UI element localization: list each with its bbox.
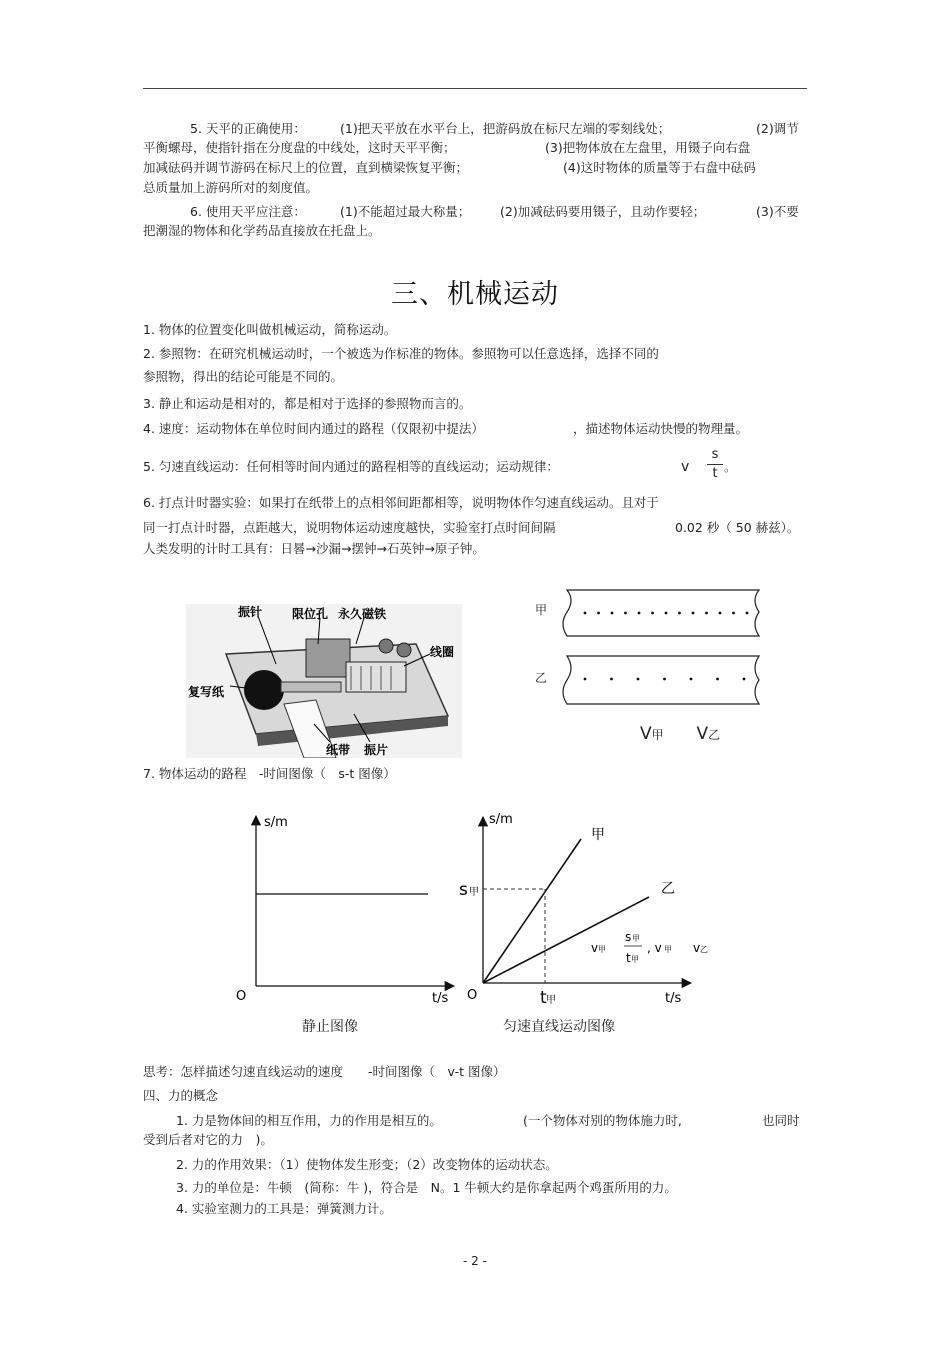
item6-line1a: 6. 使用天平应注意： xyxy=(190,204,306,219)
tape-jia-dot xyxy=(705,612,708,615)
fraction-denominator: t xyxy=(712,466,718,481)
tape-yi-dot xyxy=(663,678,666,681)
tape-jia-dot xyxy=(678,612,681,615)
label-reed: 振片 xyxy=(364,743,389,757)
tape-yi-dot xyxy=(584,678,587,681)
motion-p5-v: v xyxy=(681,459,690,475)
g2-label-yi: 乙 xyxy=(661,881,675,897)
motion-p6-line1: 6. 打点计时器实验：如果打在纸带上的点相邻间距都相等，说明物体作匀速直线运动。且对于 xyxy=(143,495,659,510)
motion-p6-line2a: 同一打点计时器，点距越大，说明物体运动速度越快，实验室打点时间间隔 xyxy=(143,520,556,535)
item6-line1b: (1)不能超过最大称量； xyxy=(340,204,471,219)
item5-line4: 总质量加上游码所对的刻度值。 xyxy=(143,180,319,195)
coil xyxy=(346,662,406,692)
g2-formula-cmp-v2: v xyxy=(693,941,701,955)
tape-jia-dot xyxy=(624,612,627,615)
tape-yi-dot xyxy=(743,678,746,681)
force-p4: 4. 实验室测力的工具是：弹簧测力计。 xyxy=(176,1201,392,1216)
force-p1-line2: 受到后者对它的力 )。 xyxy=(143,1132,273,1147)
g2-t-sub: 甲 xyxy=(546,995,556,1006)
think-question: 思考：怎样描述匀速直线运动的速度 -时间图像（ v-t 图像） xyxy=(143,1064,506,1079)
section-title-mechanical-motion: 三、机械运动 xyxy=(391,279,559,310)
tape-jia-dot xyxy=(651,612,654,615)
g2-ylabel: s/m xyxy=(489,812,513,827)
terminal-1 xyxy=(379,639,393,653)
tape-jia-dot xyxy=(665,612,668,615)
tape-jia-dot xyxy=(584,612,587,615)
tape-yi-dot xyxy=(716,678,719,681)
tape-jia-dot xyxy=(638,612,641,615)
tape-jia-dot xyxy=(611,612,614,615)
label-needle: 振针 xyxy=(238,605,263,619)
tape-label-jia: 甲 xyxy=(535,603,548,617)
motion-p6-line2b: 0.02 秒（ 50 赫兹）。 xyxy=(675,520,800,535)
g2-formula-v: v xyxy=(591,941,599,955)
tape-yi-dot xyxy=(610,678,613,681)
item5-line1c: (2)调节 xyxy=(756,121,799,136)
ticker-timer-photo xyxy=(186,604,462,758)
tape-yi xyxy=(563,656,759,704)
tape-jia-dot xyxy=(692,612,695,615)
motion-p7: 7. 物体运动的路程 -时间图像（ s-t 图像） xyxy=(143,766,396,781)
v-jia: V xyxy=(640,724,652,744)
terminal-2 xyxy=(397,643,411,657)
item6-line1d: (3)不要 xyxy=(756,204,799,219)
motion-p2-line1: 2. 参照物：在研究机械运动时，一个被选为作标准的物体。参照物可以任意选择，选择不同的 xyxy=(143,346,659,361)
g2-xlabel: t/s xyxy=(665,991,682,1006)
item5-line2b: (3)把物体放在左盘里，用镊子向右盘 xyxy=(545,140,751,155)
tape-jia-dot xyxy=(746,612,749,615)
tape-jia-dot xyxy=(719,612,722,615)
item5-line3a: 加减砝码并调节游码在标尺上的位置，直到横梁恢复平衡； xyxy=(143,160,469,175)
tape-jia xyxy=(563,590,759,636)
label-paper-tape: 纸带 xyxy=(326,743,351,757)
force-p1-line1c: 也同时 xyxy=(762,1113,800,1128)
v-yi: V xyxy=(696,724,709,744)
item6-line2: 把潮湿的物体和化学药品直接放在托盘上。 xyxy=(143,223,381,238)
g2-caption: 匀速直线运动图像 xyxy=(503,1019,615,1035)
graph-uniform-motion xyxy=(455,805,725,1010)
g2-formula-v-sub: 甲 xyxy=(598,945,606,954)
g2-formula-num-sub: 甲 xyxy=(632,934,640,943)
g2-label-jia: 甲 xyxy=(591,827,605,843)
motion-p6-line3: 人类发明的计时工具有：日晷→沙漏→摆钟→石英钟→原子钟。 xyxy=(143,541,485,556)
velocity-comparison xyxy=(640,724,720,744)
g2-s-sub: 甲 xyxy=(469,887,479,898)
carbon-paper-disc xyxy=(244,670,284,710)
reed-arm xyxy=(281,682,341,692)
tape-jia-dot xyxy=(597,612,600,615)
motion-p4a: 4. 速度：运动物体在单位时间内通过的路程（仅限初中提法） xyxy=(143,421,484,436)
g2-formula-cmp-v1-sub: 甲 xyxy=(664,945,672,954)
permanent-magnet xyxy=(306,639,350,677)
motion-p5: 5. 匀速直线运动：任何相等时间内通过的路程相等的直线运动；运动规律： xyxy=(143,459,559,474)
item5-line1b: (1)把天平放在水平台上，把游码放在标尺左端的零刻线处； xyxy=(340,121,671,136)
g2-formula-cmp-v2-sub: 乙 xyxy=(700,945,708,954)
item5-line3b: (4)这时物体的质量等于右盘中砝码 xyxy=(563,160,756,175)
g2-line-jia xyxy=(483,839,581,983)
force-p3: 3. 力的单位是：牛顿 (简称：牛 )，符合是 N。1 牛顿大约是你拿起两个鸡蛋所用的力。 xyxy=(176,1180,677,1195)
tape-yi-dot xyxy=(690,678,693,681)
section-title-force: 四、力的概念 xyxy=(143,1088,219,1103)
g2-formula-den-sub: 甲 xyxy=(631,955,639,964)
force-p2: 2. 力的作用效果：（1）使物体发生形变；（2）改变物体的运动状态。 xyxy=(176,1157,558,1172)
graph-stationary xyxy=(228,808,458,1008)
label-limit-hole: 限位孔 xyxy=(292,607,329,621)
g2-t-mark: t xyxy=(540,988,547,1008)
force-p1-line1b: (一个物体对别的物体施力时, xyxy=(523,1113,682,1128)
fraction-numerator: s xyxy=(711,447,719,462)
g1-ylabel: s/m xyxy=(264,815,288,830)
tape-yi-dot xyxy=(637,678,640,681)
motion-p3: 3. 静止和运动是相对的，都是相对于选择的参照物而言的。 xyxy=(143,396,472,411)
fraction-bar xyxy=(707,464,723,465)
label-magnet: 永久磁铁 xyxy=(338,607,387,621)
g1-xlabel: t/s xyxy=(432,991,449,1006)
g1-origin: O xyxy=(236,989,247,1004)
header-rule xyxy=(143,88,807,89)
g1-caption: 静止图像 xyxy=(302,1019,358,1035)
motion-p5-end: 。 xyxy=(724,459,737,474)
item5-line2a: 平衡螺母，使指针指在分度盘的中线处，这时天平平衡； xyxy=(143,140,456,155)
motion-p5-fraction xyxy=(707,447,723,482)
g2-formula-num: s xyxy=(625,930,632,944)
label-carbon-paper: 复写纸 xyxy=(188,685,225,699)
v-jia-subscript: 甲 xyxy=(651,728,664,742)
item5-line1a: 5. 天平的正确使用： xyxy=(190,121,306,136)
force-p1-line1a: 1. 力是物体间的相互作用，力的作用是相互的。 xyxy=(176,1113,442,1128)
motion-p4b: ，描述物体运动快慢的物理量。 xyxy=(573,421,749,436)
paper-tapes-figure xyxy=(533,586,765,710)
motion-p1: 1. 物体的位置变化叫做机械运动，简称运动。 xyxy=(143,322,397,337)
g2-formula-cmp-v1: , v xyxy=(647,941,662,955)
label-coil: 线圈 xyxy=(430,645,455,659)
page-number: - 2 - xyxy=(463,1254,487,1268)
tape-label-yi: 乙 xyxy=(535,671,548,685)
motion-p2-line2: 参照物，得出的结论可能是不同的。 xyxy=(143,369,344,384)
g2-formula-den: t xyxy=(626,951,631,965)
g2-s-mark: s xyxy=(459,880,468,900)
v-yi-subscript: 乙 xyxy=(708,728,721,742)
g2-origin: O xyxy=(467,988,478,1003)
item6-line1c: (2)加减砝码要用镊子，且动作要轻； xyxy=(500,204,706,219)
tape-jia-dot xyxy=(732,612,735,615)
